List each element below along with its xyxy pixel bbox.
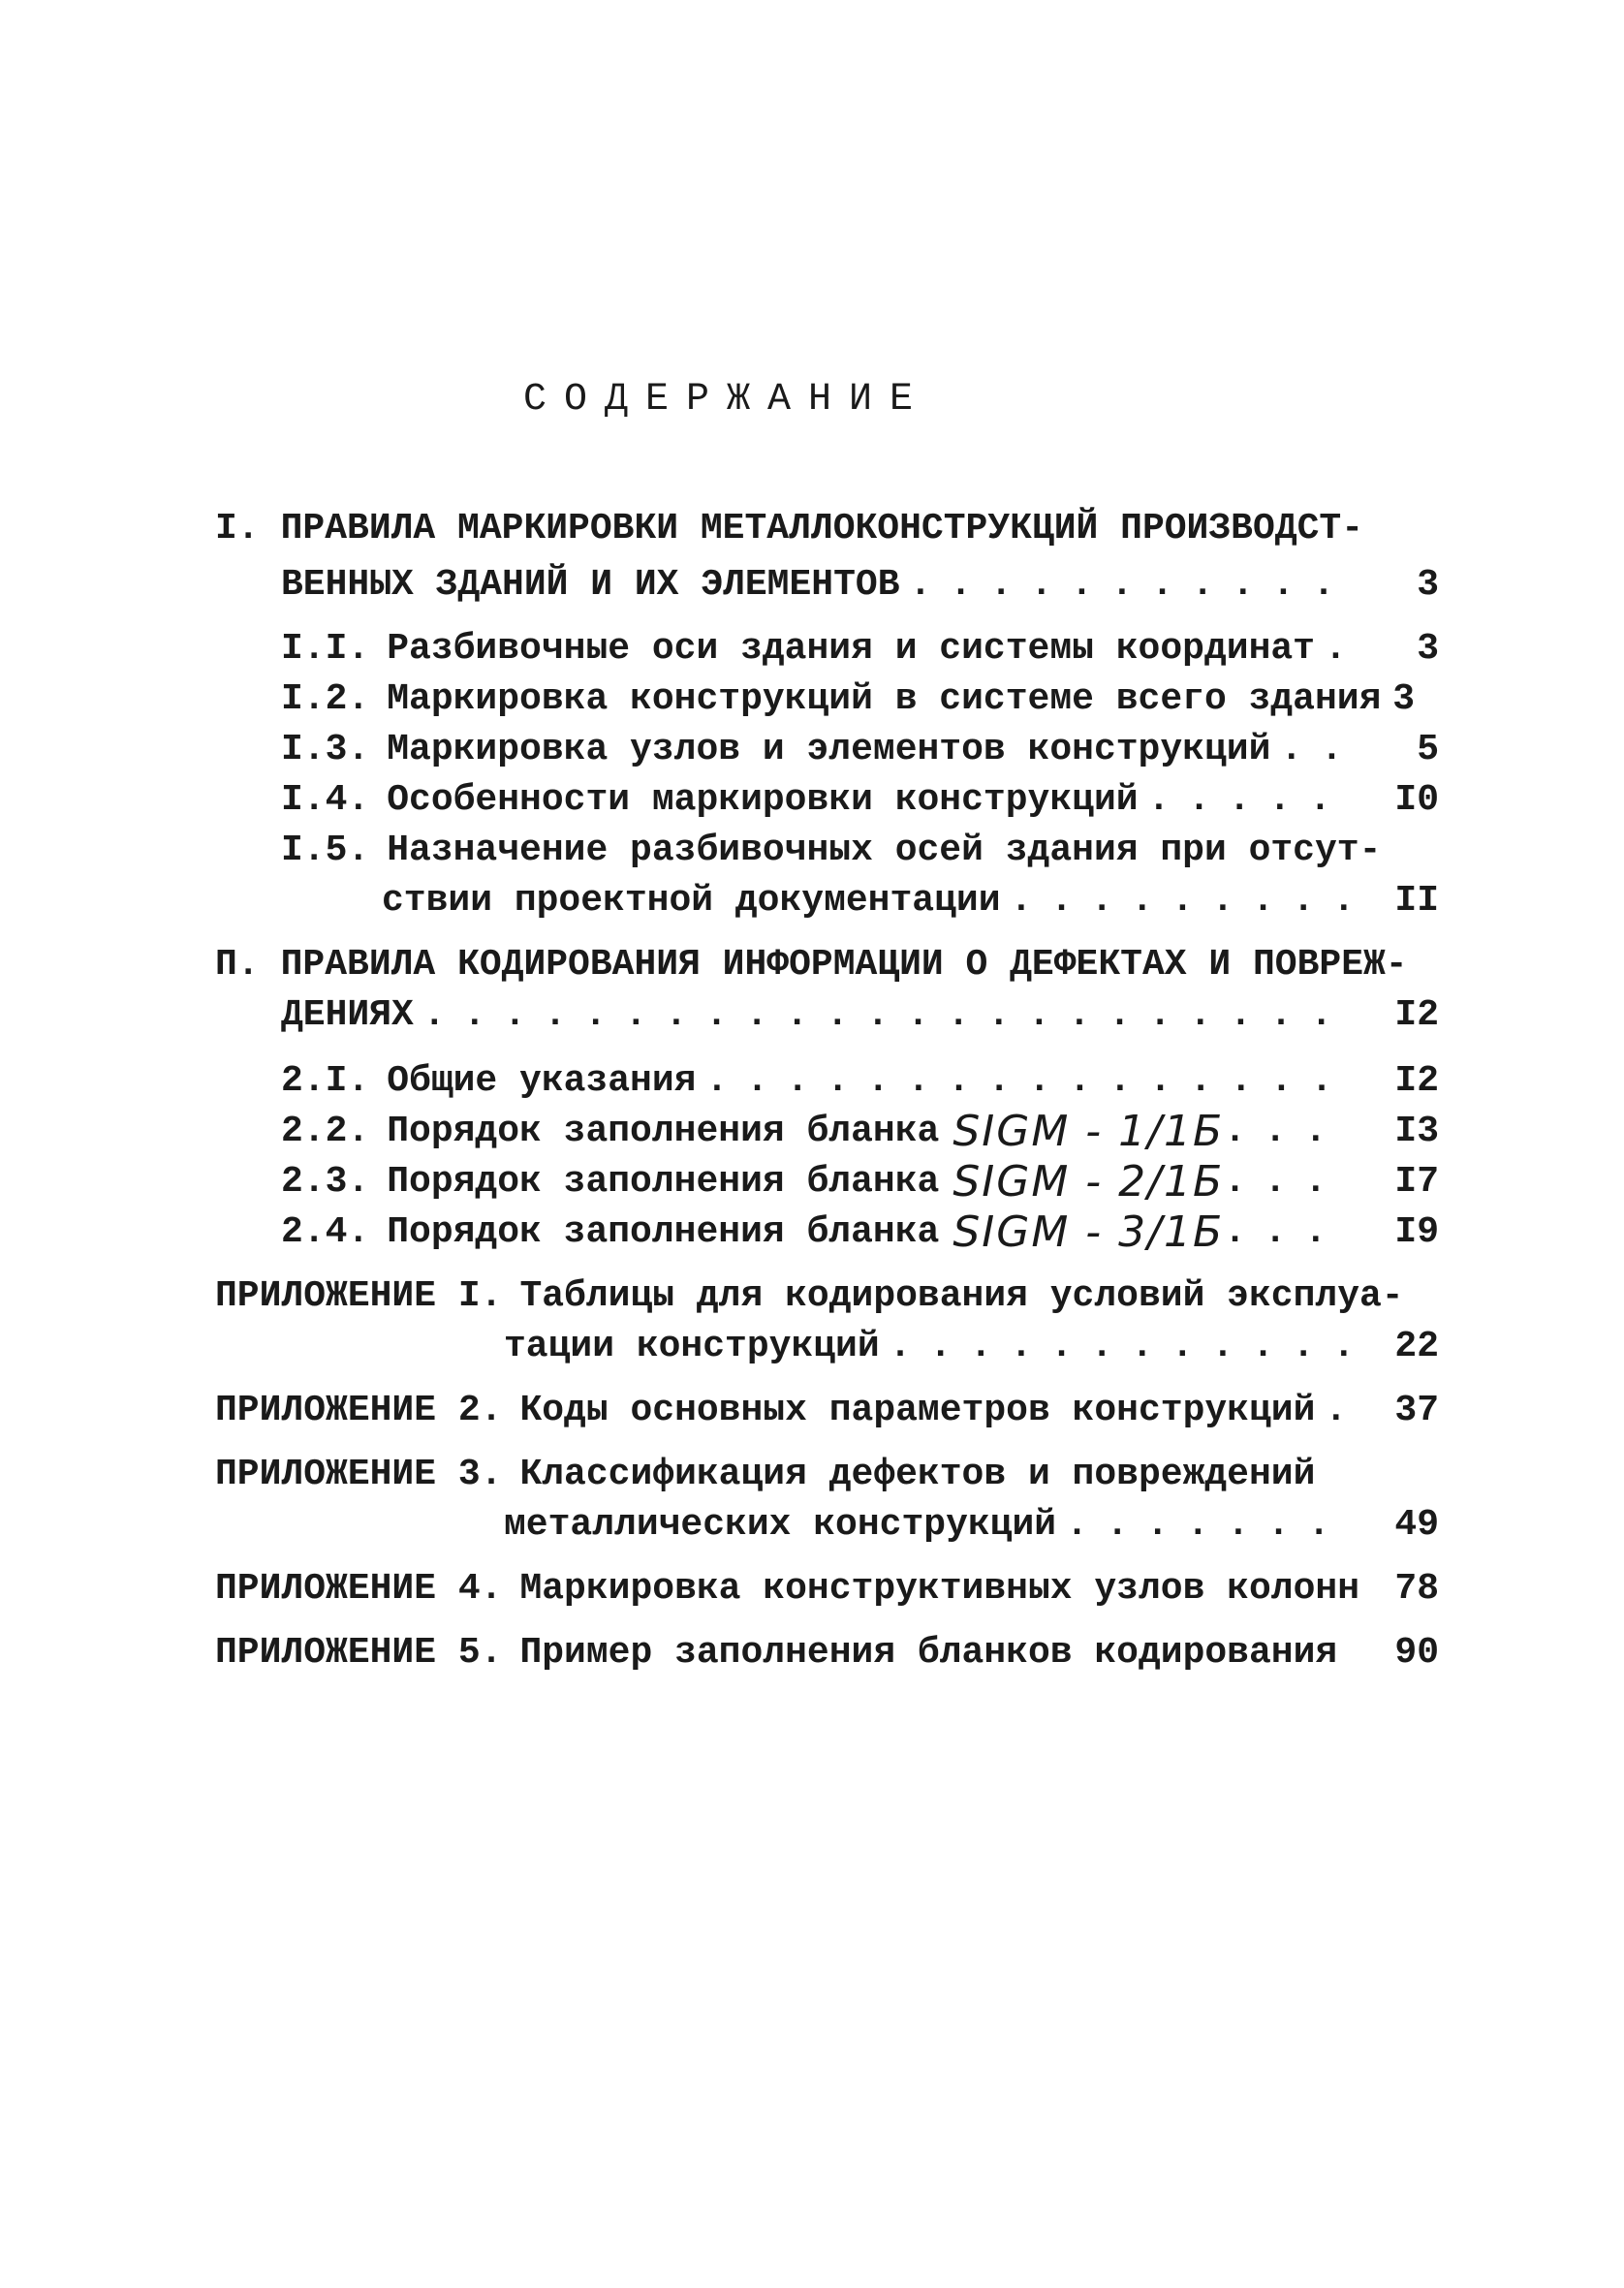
item-number: 2.3. (281, 1161, 370, 1203)
appendix-title: Пример заполнения бланков кодирования (519, 1632, 1338, 1674)
toc-entry (215, 1564, 1359, 1614)
item-title: Маркировка узлов и элементов конструкций (387, 729, 1271, 770)
page-number: I3 (1394, 1111, 1439, 1152)
item-title: Порядок заполнения бланка (387, 1111, 940, 1152)
toc-entry (281, 826, 1381, 876)
page-number: 5 (1417, 729, 1439, 770)
page-number: I2 (1394, 994, 1439, 1036)
dot-leader (1224, 1207, 1347, 1258)
dot-leader (1011, 876, 1347, 926)
dot-leader (1325, 624, 1347, 674)
item-title-continuation: ствии проектной документации (382, 880, 1001, 922)
dot-leader (1066, 1500, 1347, 1551)
handwritten-form-code: SIGM - 3/1Б (953, 1207, 1225, 1257)
appendix-title: Классификация дефектов и повреждений (519, 1454, 1316, 1495)
item-number: I.4. (281, 779, 370, 821)
dot-leader (1325, 1386, 1347, 1436)
toc-entry (281, 624, 1347, 674)
handwritten-form-code: SIGM - 2/1Б (953, 1157, 1225, 1207)
item-number: 2.4. (281, 1211, 370, 1253)
item-number: I.2. (281, 678, 370, 720)
item-number: I.I. (281, 628, 370, 670)
dot-leader (1224, 1157, 1347, 1207)
appendix-title: Коды основных параметров конструкций (519, 1390, 1316, 1431)
page-number: 49 (1394, 1504, 1439, 1546)
toc-entry (382, 876, 1347, 926)
item-title: Назначение разбивочных осей здания при отсут- (387, 830, 1382, 871)
section-2-heading-line1 (215, 940, 1408, 990)
section-2-number: П. (215, 944, 260, 986)
dot-leader (910, 560, 1347, 611)
toc-entry (281, 1157, 1347, 1207)
section-1-title-line2: ВЕННЫХ ЗДАНИЙ И ИХ ЭЛЕМЕНТОВ (281, 564, 900, 606)
page-number: 22 (1394, 1326, 1439, 1367)
appendix-label: ПРИЛОЖЕНИЕ 5. (215, 1632, 503, 1674)
item-title: Маркировка конструкций в системе всего здания (387, 678, 1382, 720)
toc-entry (504, 1322, 1347, 1372)
page-number: 37 (1394, 1390, 1439, 1431)
appendix-label: ПРИЛОЖЕНИЕ 3. (215, 1454, 503, 1495)
page-number: 3 (1392, 678, 1415, 720)
appendix-3-line1 (215, 1450, 1315, 1500)
toc-entry (281, 1056, 1347, 1107)
appendix-label: ПРИЛОЖЕНИЕ 2. (215, 1390, 503, 1431)
item-number: I.3. (281, 729, 370, 770)
item-number: I.5. (281, 830, 370, 871)
page-number: I7 (1394, 1161, 1439, 1203)
dot-leader (705, 1056, 1347, 1107)
appendix-label: ПРИЛОЖЕНИЕ 4. (215, 1568, 503, 1610)
page-number: I9 (1394, 1211, 1439, 1253)
toc-entry (281, 1207, 1347, 1258)
dot-leader (890, 1322, 1347, 1372)
item-number: 2.I. (281, 1060, 370, 1102)
toc-entry (281, 1107, 1347, 1157)
section-1-number: I. (215, 508, 260, 549)
toc-entry (281, 775, 1347, 826)
page-number: I0 (1394, 779, 1439, 821)
section-2-title-line1: ПРАВИЛА КОДИРОВАНИЯ ИНФОРМАЦИИ О ДЕФЕКТАХ И ПОВРЕЖ- (280, 944, 1408, 986)
section-1-title-line1: ПРАВИЛА МАРКИРОВКИ МЕТАЛЛОКОНСТРУКЦИЙ ПРОИЗВОДСТ- (280, 508, 1363, 549)
item-number: 2.2. (281, 1111, 370, 1152)
toc-entry (281, 560, 1347, 611)
toc-entry (215, 1386, 1347, 1436)
item-title: Особенности маркировки конструкций (387, 779, 1139, 821)
appendix-title-continuation: металлических конструкций (504, 1504, 1057, 1546)
appendix-title: Таблицы для кодирования условий эксплуа- (519, 1275, 1404, 1317)
item-title: Общие указания (387, 1060, 697, 1102)
section-2-title-line2: ДЕНИЯХ (281, 994, 414, 1036)
item-title: Порядок заполнения бланка (387, 1161, 940, 1203)
dot-leader (1280, 725, 1347, 775)
appendix-title-continuation: тации конструкций (504, 1326, 880, 1367)
toc-entry (281, 990, 1347, 1041)
appendix-title: Маркировка конструктивных узлов колонн (519, 1568, 1359, 1610)
page-title: СОДЕРЖАНИЕ (522, 378, 931, 422)
dot-leader (1224, 1107, 1347, 1157)
toc-entry (504, 1500, 1347, 1551)
appendix-1-line1 (215, 1271, 1404, 1322)
item-title: Порядок заполнения бланка (387, 1211, 940, 1253)
toc-entry (281, 674, 1382, 725)
appendix-label: ПРИЛОЖЕНИЕ I. (215, 1275, 503, 1317)
toc-entry (281, 725, 1347, 775)
page-number: 3 (1417, 564, 1439, 606)
page-number: II (1394, 880, 1439, 922)
dot-leader (423, 990, 1347, 1041)
toc-entry (215, 1628, 1347, 1678)
page-number: I2 (1394, 1060, 1439, 1102)
page-number: 78 (1394, 1568, 1439, 1610)
page-number: 3 (1417, 628, 1439, 670)
item-title: Разбивочные оси здания и системы координат (387, 628, 1315, 670)
page-number: 90 (1394, 1632, 1439, 1674)
dot-leader (1148, 775, 1347, 826)
handwritten-form-code: SIGM - 1/1Б (953, 1107, 1225, 1156)
section-1-heading-line1 (215, 504, 1363, 554)
